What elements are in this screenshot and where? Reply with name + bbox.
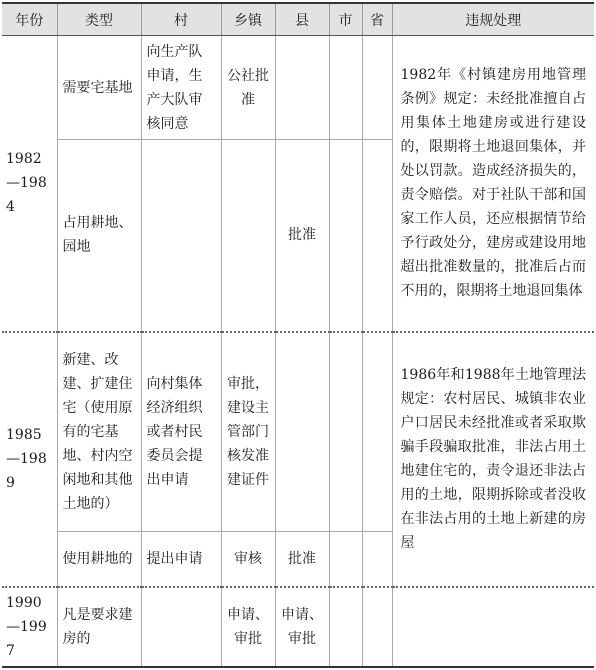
province-cell	[362, 332, 392, 532]
province-cell	[362, 532, 392, 587]
header-town: 乡镇	[221, 3, 275, 36]
header-village: 村	[141, 3, 221, 36]
penalty-cell: 1986年和1988年土地管理法规定：农村居民、城镇非农业户口居民未经批准或者采取欺骗手段骗取批准，非法占用土地建住宅的，责令退还非法占用的土地，限期拆除或者没收在非法占用的土地上新建的房屋	[392, 332, 594, 587]
type-cell: 新建、改建、扩建住宅（使用原有的宅基地、村内空闲地和其他土地的）	[57, 332, 141, 532]
province-cell	[362, 36, 392, 140]
type-cell: 凡是要求建房的	[57, 587, 141, 667]
county-cell: 批准	[275, 532, 329, 587]
header-penalty: 违规处理	[392, 3, 594, 36]
year-cell: 1985—1989	[2, 332, 57, 587]
town-cell: 公社批准	[221, 36, 275, 140]
header-type: 类型	[57, 3, 141, 36]
header-year: 年份	[2, 3, 57, 36]
county-cell: 批准	[275, 140, 329, 332]
county-cell	[275, 332, 329, 532]
penalty-cell: 1982年《村镇建房用地管理条例》规定：未经批准擅自占用集体土地建房或进行建设的，限期将土地退回集体，并处以罚款。造成经济损失的，责令赔偿。对于社队干部和国家工作人员，还应根据情节给予行政处分，建房或建设用地超出批准数量的，批准后占而不用的，限期将土地退回集体	[392, 36, 594, 332]
village-cell: 提出申请	[141, 532, 221, 587]
header-city: 市	[329, 3, 362, 36]
year-cell: 1990—1997	[2, 587, 57, 667]
policy-table-wrapper	[2, 2, 594, 668]
type-cell: 使用耕地的	[57, 532, 141, 587]
type-cell: 占用耕地、园地	[57, 140, 141, 332]
header-county: 县	[275, 3, 329, 36]
land-policy-table	[2, 2, 594, 668]
city-cell	[329, 532, 362, 587]
village-cell: 向生产队申请，生产大队审核同意	[141, 36, 221, 140]
city-cell	[329, 36, 362, 140]
year-cell: 1982—1984	[2, 36, 57, 332]
village-cell	[141, 140, 221, 332]
village-cell: 向村集体经济组织或者村民委员会提出申请	[141, 332, 221, 532]
province-cell	[362, 140, 392, 332]
table-row	[2, 332, 594, 532]
table-row	[2, 587, 594, 667]
town-cell: 申请、审批	[221, 587, 275, 667]
town-cell	[221, 140, 275, 332]
county-cell	[275, 36, 329, 140]
county-cell: 申请、审批	[275, 587, 329, 667]
town-cell: 审核	[221, 532, 275, 587]
province-cell	[362, 587, 392, 667]
table-row	[2, 36, 594, 140]
type-cell: 需要宅基地	[57, 36, 141, 140]
town-cell: 审批，建设主管部门核发准建证件	[221, 332, 275, 532]
city-cell	[329, 140, 362, 332]
header-province: 省	[362, 3, 392, 36]
penalty-cell	[392, 587, 594, 667]
city-cell	[329, 332, 362, 532]
village-cell	[141, 587, 221, 667]
city-cell	[329, 587, 362, 667]
header-row	[2, 3, 594, 36]
